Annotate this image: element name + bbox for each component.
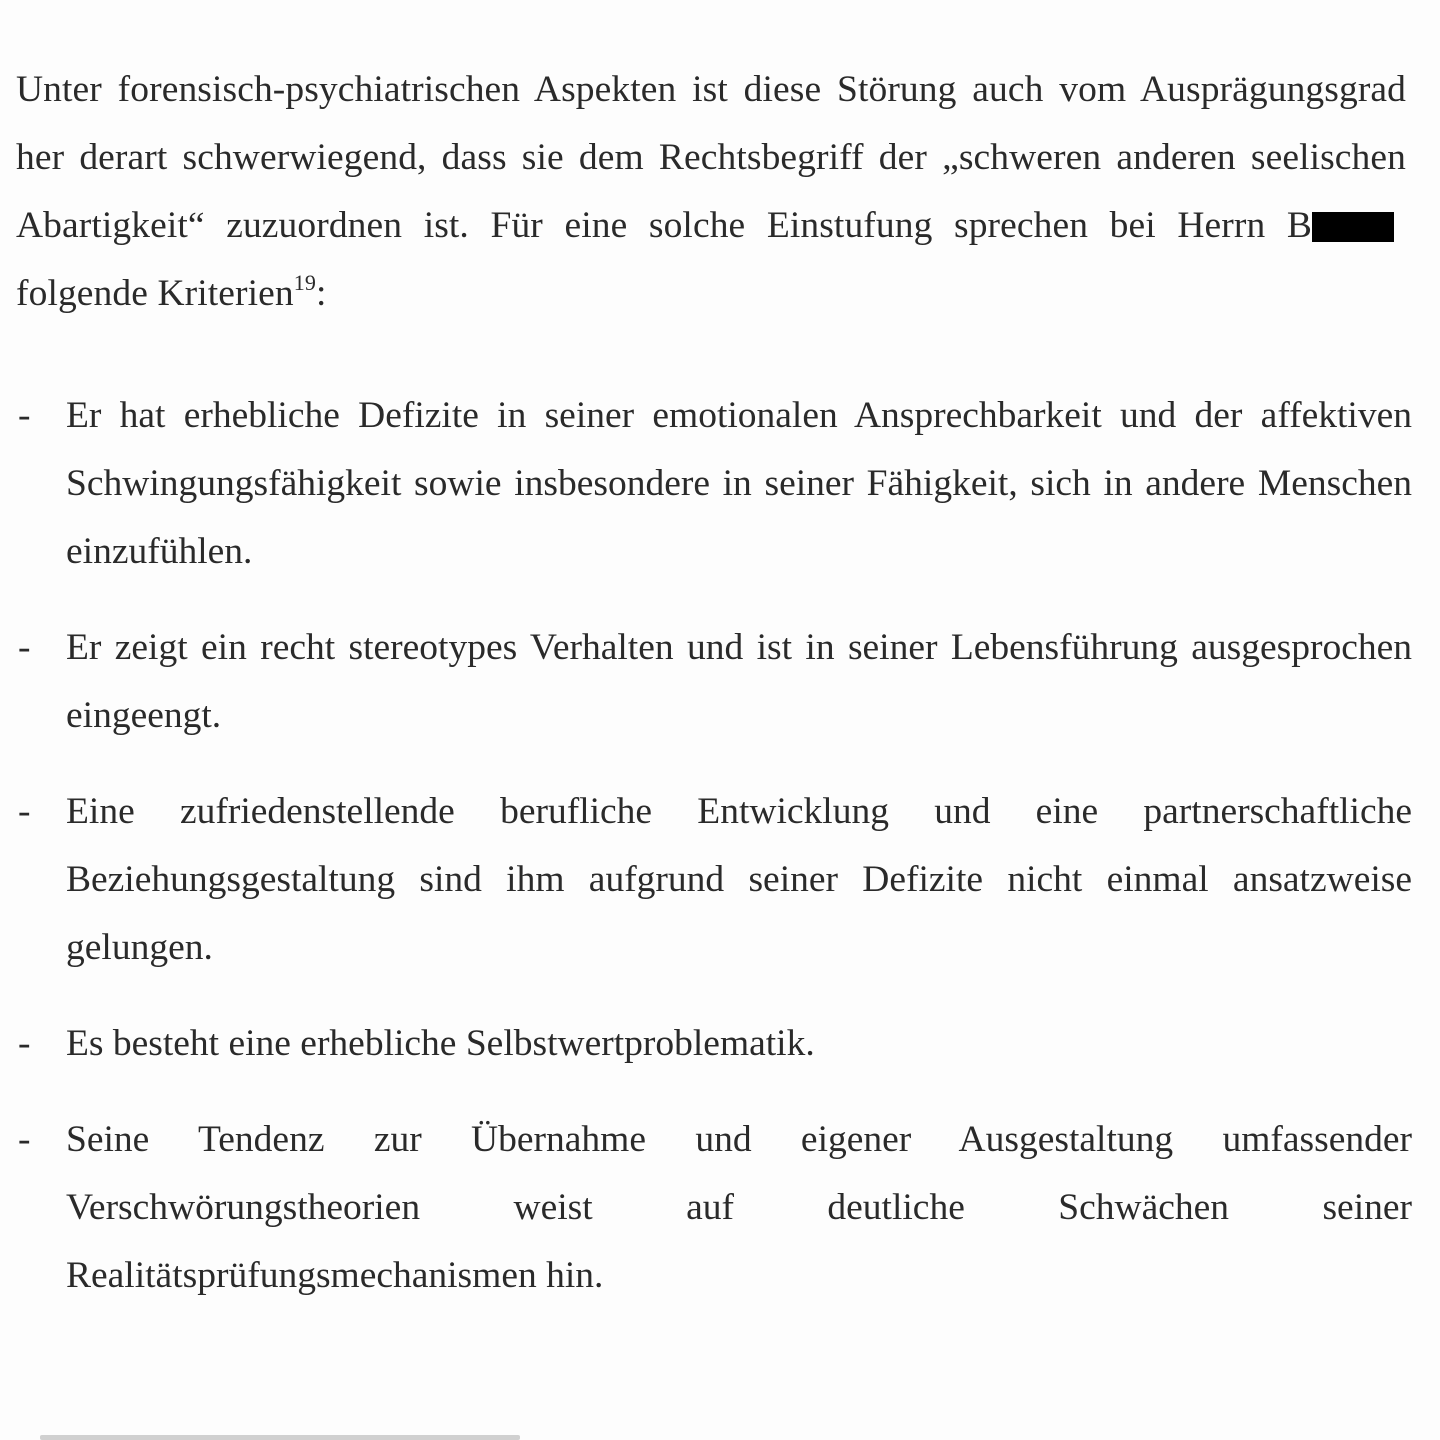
list-dash: - xyxy=(18,1023,31,1064)
intro-colon: : xyxy=(315,273,327,314)
criterion-item xyxy=(16,1010,1412,1078)
list-dash: - xyxy=(18,1119,31,1160)
list-dash: - xyxy=(18,627,31,668)
criteria-list xyxy=(16,382,1412,1310)
redaction-bar xyxy=(1312,212,1394,242)
criterion-text: Er hat erhebliche Defizite in seiner emotionalen Ansprechbarkeit und der affektiven Schwingungsfähigkeit sowie insbesondere in seiner Fähigkeit, sich in andere Menschen einzufühlen. xyxy=(66,395,1412,572)
criterion-text: Seine Tendenz zur Übernahme und eigener Ausgestaltung umfassender Verschwörungstheorien weist auf deutliche Schwächen seiner Realitätsprüfungsmechanismen hin. xyxy=(66,1119,1412,1296)
cropped-footer-fragment xyxy=(40,1432,520,1440)
cropped-heading-fragment xyxy=(560,0,670,4)
criterion-text: Er zeigt ein recht stereotypes Verhalten und ist in seiner Lebensführung ausgesprochen eingeengt. xyxy=(66,627,1412,736)
criterion-item xyxy=(16,1106,1412,1310)
list-dash: - xyxy=(18,791,31,832)
criterion-item xyxy=(16,778,1412,982)
footnote-reference: 19 xyxy=(293,270,316,295)
intro-text-continued: folgende Kriterien xyxy=(16,273,294,314)
intro-text: Unter forensisch-psychiatrischen Aspekten ist diese Störung auch vom Ausprägungsgrad her derart schwerwiegend, dass sie dem Rechtsbegriff der „schweren anderen seelischen Abartigkeit“ zuzuordnen ist. Für eine solche Einstufung sprechen bei Herrn B xyxy=(16,69,1406,246)
criteria-intro-paragraph xyxy=(16,56,1406,328)
criterion-text: Es besteht eine erhebliche Selbstwertproblematik. xyxy=(66,1023,815,1064)
list-dash: - xyxy=(18,395,31,436)
criterion-text: Eine zufriedenstellende berufliche Entwicklung und eine partnerschaftliche Beziehungsgestaltung sind ihm aufgrund seiner Defizite nicht einmal ansatzweise gelungen. xyxy=(66,791,1412,968)
criterion-item xyxy=(16,382,1412,586)
criterion-item xyxy=(16,614,1412,750)
